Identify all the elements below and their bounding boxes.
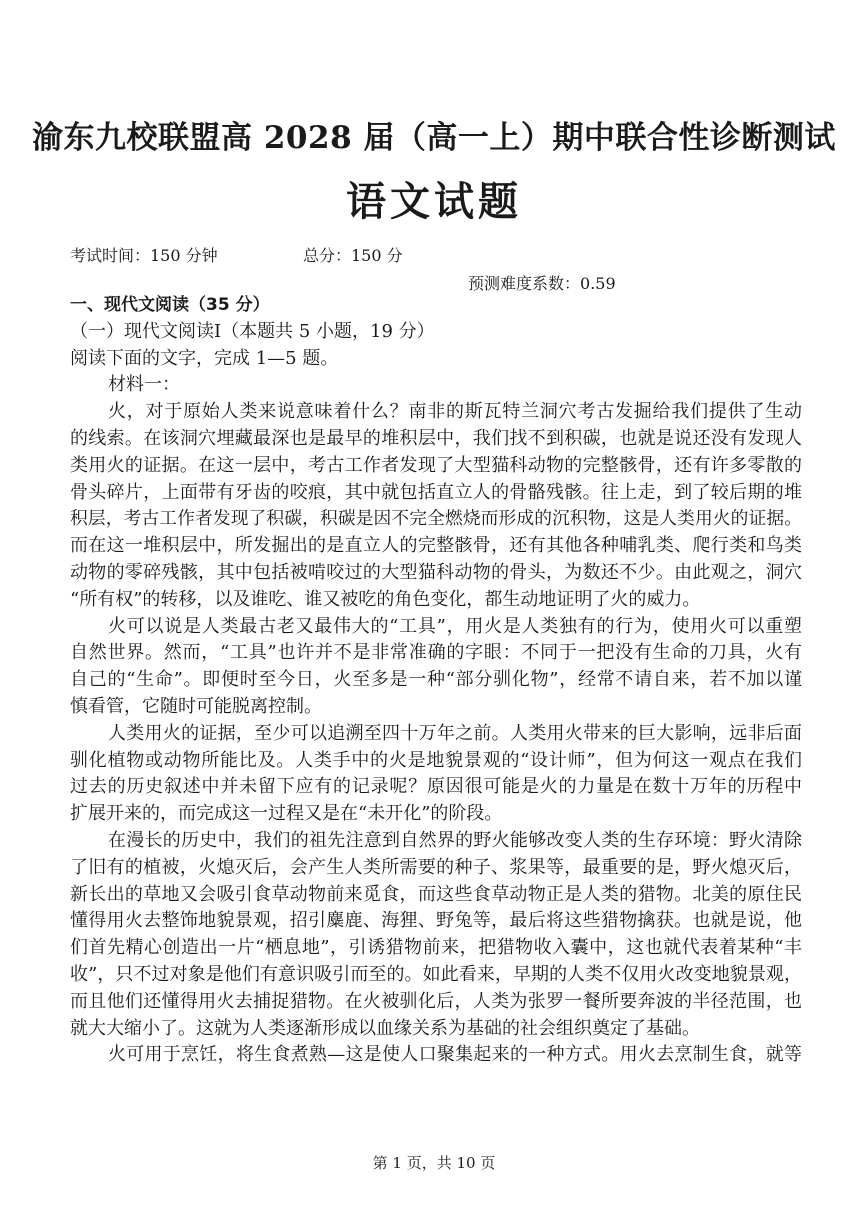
paragraph [70,828,802,1042]
paragraph-line: 扩展开来的，而完成这一过程又是在“未开化”的阶段。 [70,803,503,825]
paragraph-line: 过去的历史叙述中并未留下应有的记录呢？原因很可能是火的力量是在数十万年的历程中 [70,776,802,798]
paragraph-line: 自然世界。然而，“工具”也许并不是非常准确的字眼：不同于一把没有生命的刀具，火有 [70,642,802,664]
paragraph-line: 驯化植物或动物所能比及。人类手中的火是地貌景观的“设计师”，但为何这一观点在我们 [70,749,802,771]
difficulty-coefficient: 预测难度系数：0.59 [468,274,616,293]
reading-section [70,292,802,1069]
exam-title: 渝东九校联盟高 2028 届（高一上）期中联合性诊断测试 [32,120,836,156]
paragraph-line: 新长出的草地又会吸引食草动物前来觅食，而这些食草动物正是人类的猎物。北美的原住民 [70,883,802,905]
paragraph-line: 类用火的证据。在这一层中，考古工作者发现了大型猫科动物的完整骸骨，还有许多零散的 [70,454,802,476]
paragraph-line: 在漫长的历史中，我们的祖先注意到自然界的野火能够改变人类的生存环境：野火清除 [108,829,802,851]
paragraph-line: 积层，考古工作者发现了积碳，积碳是因不完全燃烧而形成的沉积物，这是人类用火的证据。 [70,509,802,530]
reading-instruction: 阅读下面的文字，完成 1—5 题。 [70,347,339,369]
subsection-heading: （一）现代文阅读Ⅰ（本题共 5 小题，19 分） [70,320,435,342]
paragraph-line: 们首先精心创造出一片“栖息地”，引诱猎物前来，把猎物收入囊中，这也就代表着某种“丰 [70,937,802,959]
paragraph [70,721,802,828]
paragraph-line: 骨头碎片，上面带有牙齿的咬痕，其中就包括直立人的骨骼残骸。往上走，到了较后期的堆 [70,481,802,503]
total-score: 总分：150 分 [303,246,403,265]
paragraph [70,399,802,613]
paragraph-line: 慎看管，它随时可能脱离控制。 [70,695,322,717]
exam-time: 考试时间：150 分钟 [70,246,218,265]
paragraph-line: 动物的零碎残骸，其中包括被啃咬过的大型猫科动物的骨头，为数还不少。由此观之，洞穴 [70,561,802,583]
paragraph-line: 火可用于烹饪，将生食煮熟—这是使人口聚集起来的一种方式。用火去烹制生食，就等 [108,1044,802,1066]
section-heading: 一、现代文阅读（35 分） [70,295,270,315]
paragraph-line: 而在这一堆积层中，所发掘出的是直立人的完整骸骨，还有其他各种哺乳类、爬行类和鸟类 [70,535,802,557]
paragraph [70,614,802,721]
paragraph-line: 而且他们还懂得用火去捕捉猎物。在火被驯化后，人类为张罗一餐所要奔波的半径范围，也 [70,990,802,1012]
paragraph-line: 的线索。在该洞穴埋藏最深也是最早的堆积层中，我们找不到积碳，也就是说还没有发现人 [70,427,802,449]
paragraph-line: 懂得用火去整饰地貌景观，招引麋鹿、海狸、野兔等，最后将这些猎物擒获。也就是说，他 [70,910,802,932]
paragraph-line: 收”，只不过对象是他们有意识吸引而至的。如此看来，早期的人类不仅用火改变地貌景观， [70,963,802,985]
material-label: 材料一： [108,374,180,396]
paragraph-line: 人类用火的证据，至少可以追溯至四十万年之前。人类用火带来的巨大影响，远非后面 [108,722,802,744]
paragraph-line: 火，对于原始人类来说意味着什么？南非的斯瓦特兰洞穴考古发掘给我们提供了生动 [108,401,802,423]
page-number: 第 1 页，共 10 页 [372,1154,496,1172]
passage [70,399,802,1069]
paragraph [70,1042,802,1069]
subject-title: 语文试题 [346,178,522,225]
paragraph-line: 就大大缩小了。这就为人类逐渐形成以血缘关系为基础的社会组织奠定了基础。 [70,1017,700,1039]
paragraph-line: “所有权”的转移，以及谁吃、谁又被吃的角色变化，都生动地证明了火的威力。 [70,588,701,610]
paragraph-line: 自己的“生命”。即便时至今日，火至多是一种“部分驯化物”，经常不请自来，若不加以谨 [70,669,802,691]
paragraph-line: 火可以说是人类最古老又最伟大的“工具”，用火是人类独有的行为，使用火可以重塑 [108,615,802,637]
paragraph-line: 了旧有的植被，火熄灭后，会产生人类所需要的种子、浆果等，最重要的是，野火熄灭后， [70,856,802,878]
